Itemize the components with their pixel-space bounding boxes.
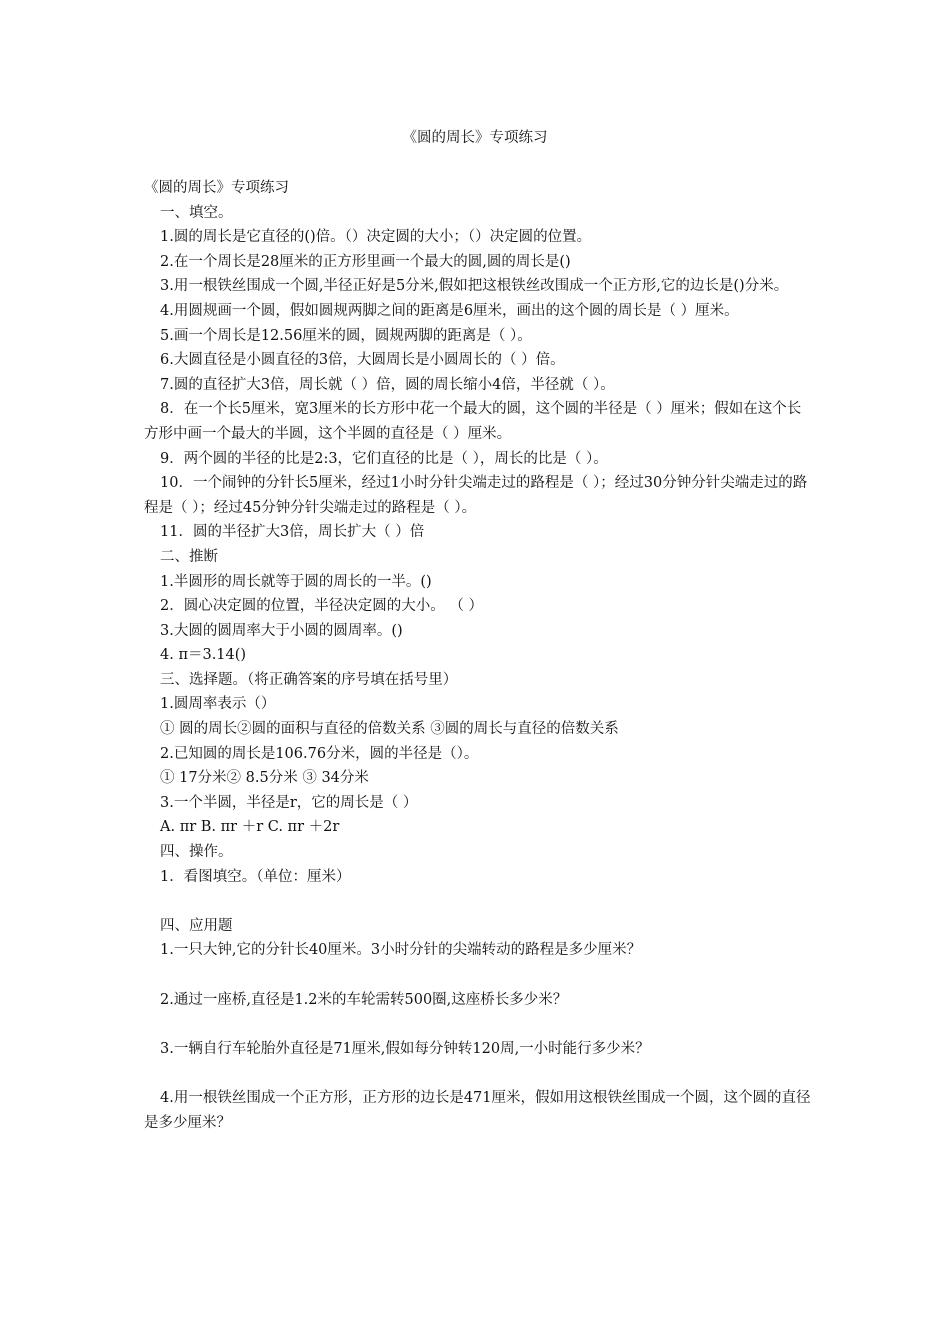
question-item: 2．圆心决定圆的位置，半径决定圆的大小。 （ ） <box>160 598 483 615</box>
question-item: 10．一个闹钟的分针长5厘米，经过1小时分针尖端走过的路程是（ ）；经过30分钟分针尖端走过的路程是（ ）；经过45分钟分针尖端走过的路程是（ ）。 <box>144 475 808 516</box>
section-heading-operate: 四、操作。 <box>160 844 233 861</box>
question-item: 1.半圆形的周长就等于圆的周长的一半。() <box>160 573 432 590</box>
document-body <box>144 176 814 1135</box>
section-heading-fill: 一、填空。 <box>160 204 233 221</box>
question-item: 2.已知圆的周长是106.76分米，圆的半径是（）。 <box>160 745 479 762</box>
question-item: 7.圆的直径扩大3倍，周长就（ ）倍，圆的周长缩小4倍，半径就（ ）。 <box>160 376 615 393</box>
question-item: 9．两个圆的半径的比是2:3，它们直径的比是（ ），周长的比是（ ）。 <box>160 450 608 467</box>
question-item: 3.一辆自行车轮胎外直径是71厘米,假如每分钟转120周,一小时能行多少米？ <box>160 1040 650 1057</box>
question-item: 1.圆的周长是它直径的()倍。（）决定圆的大小；（）决定圆的位置。 <box>160 229 592 246</box>
question-item: 3.大圆的圆周率大于小圆的圆周率。() <box>160 622 403 639</box>
section-heading-apply: 四、应用题 <box>160 917 233 934</box>
question-item: 2.通过一座桥,直径是1.2米的车轮需转500圈,这座桥长多少米？ <box>160 991 568 1008</box>
choice-options: A. πr B. πr ＋r C. πr ＋2r <box>160 819 340 836</box>
blank-line <box>144 889 814 914</box>
question-item: 3.一个半圆，半径是r，它的周长是（ ） <box>160 794 418 811</box>
section-heading-judge: 二、推断 <box>160 548 218 565</box>
question-item: 4.用圆规画一个圆，假如圆规两脚之间的距离是6厘米，画出的这个圆的周长是（ ）厘米。 <box>160 302 739 319</box>
question-item: 4. π＝3.14() <box>160 647 247 664</box>
section-heading-choice: 三、选择题。（将正确答案的序号填在括号里） <box>160 671 458 688</box>
blank-line <box>144 1012 814 1037</box>
question-item: 8．在一个长5厘米，宽3厘米的长方形中花一个最大的圆，这个圆的半径是（ ）厘米；假如在这个长方形中画一个最大的半圆，这个半圆的直径是（ ）厘米。 <box>144 401 802 442</box>
choice-options: ① 圆的周长②圆的面积与直径的倍数关系 ③圆的周长与直径的倍数关系 <box>160 721 619 738</box>
question-item: 1.一只大钟,它的分针长40厘米。3小时分针的尖端转动的路程是多少厘米？ <box>160 942 642 959</box>
question-item: 11．圆的半径扩大3倍，周长扩大（ ）倍 <box>160 524 425 541</box>
question-item: 3.用一根铁丝围成一个圆,半径正好是5分米,假如把这根铁丝改围成一个正方形,它的边长是()分米。 <box>160 278 789 295</box>
page-title: 《圆的周长》专项练习 <box>402 130 548 146</box>
blank-line <box>144 963 814 988</box>
question-item: 4.用一根铁丝围成一个正方形，正方形的边长是471厘米，假如用这根铁丝围成一个圆，这个圆的直径是多少厘米？ <box>144 1089 811 1131</box>
question-item: 2.在一个周长是28厘米的正方形里画一个最大的圆,圆的周长是() <box>160 253 571 270</box>
question-item: 5.画一个周长是12.56厘米的圆，圆规两脚的距离是（ ）。 <box>160 327 532 344</box>
document-subtitle: 《圆的周长》专项练习 <box>144 180 289 196</box>
question-item: 6.大圆直径是小圆直径的3倍，大圆周长是小圆周长的（ ）倍。 <box>160 352 565 369</box>
question-item: 1.圆周率表示（） <box>160 696 276 713</box>
choice-options: ① 17分米② 8.5分米 ③ 34分米 <box>160 770 369 787</box>
blank-line <box>144 1061 814 1086</box>
question-item: 1．看图填空。（单位：厘米） <box>160 868 351 885</box>
